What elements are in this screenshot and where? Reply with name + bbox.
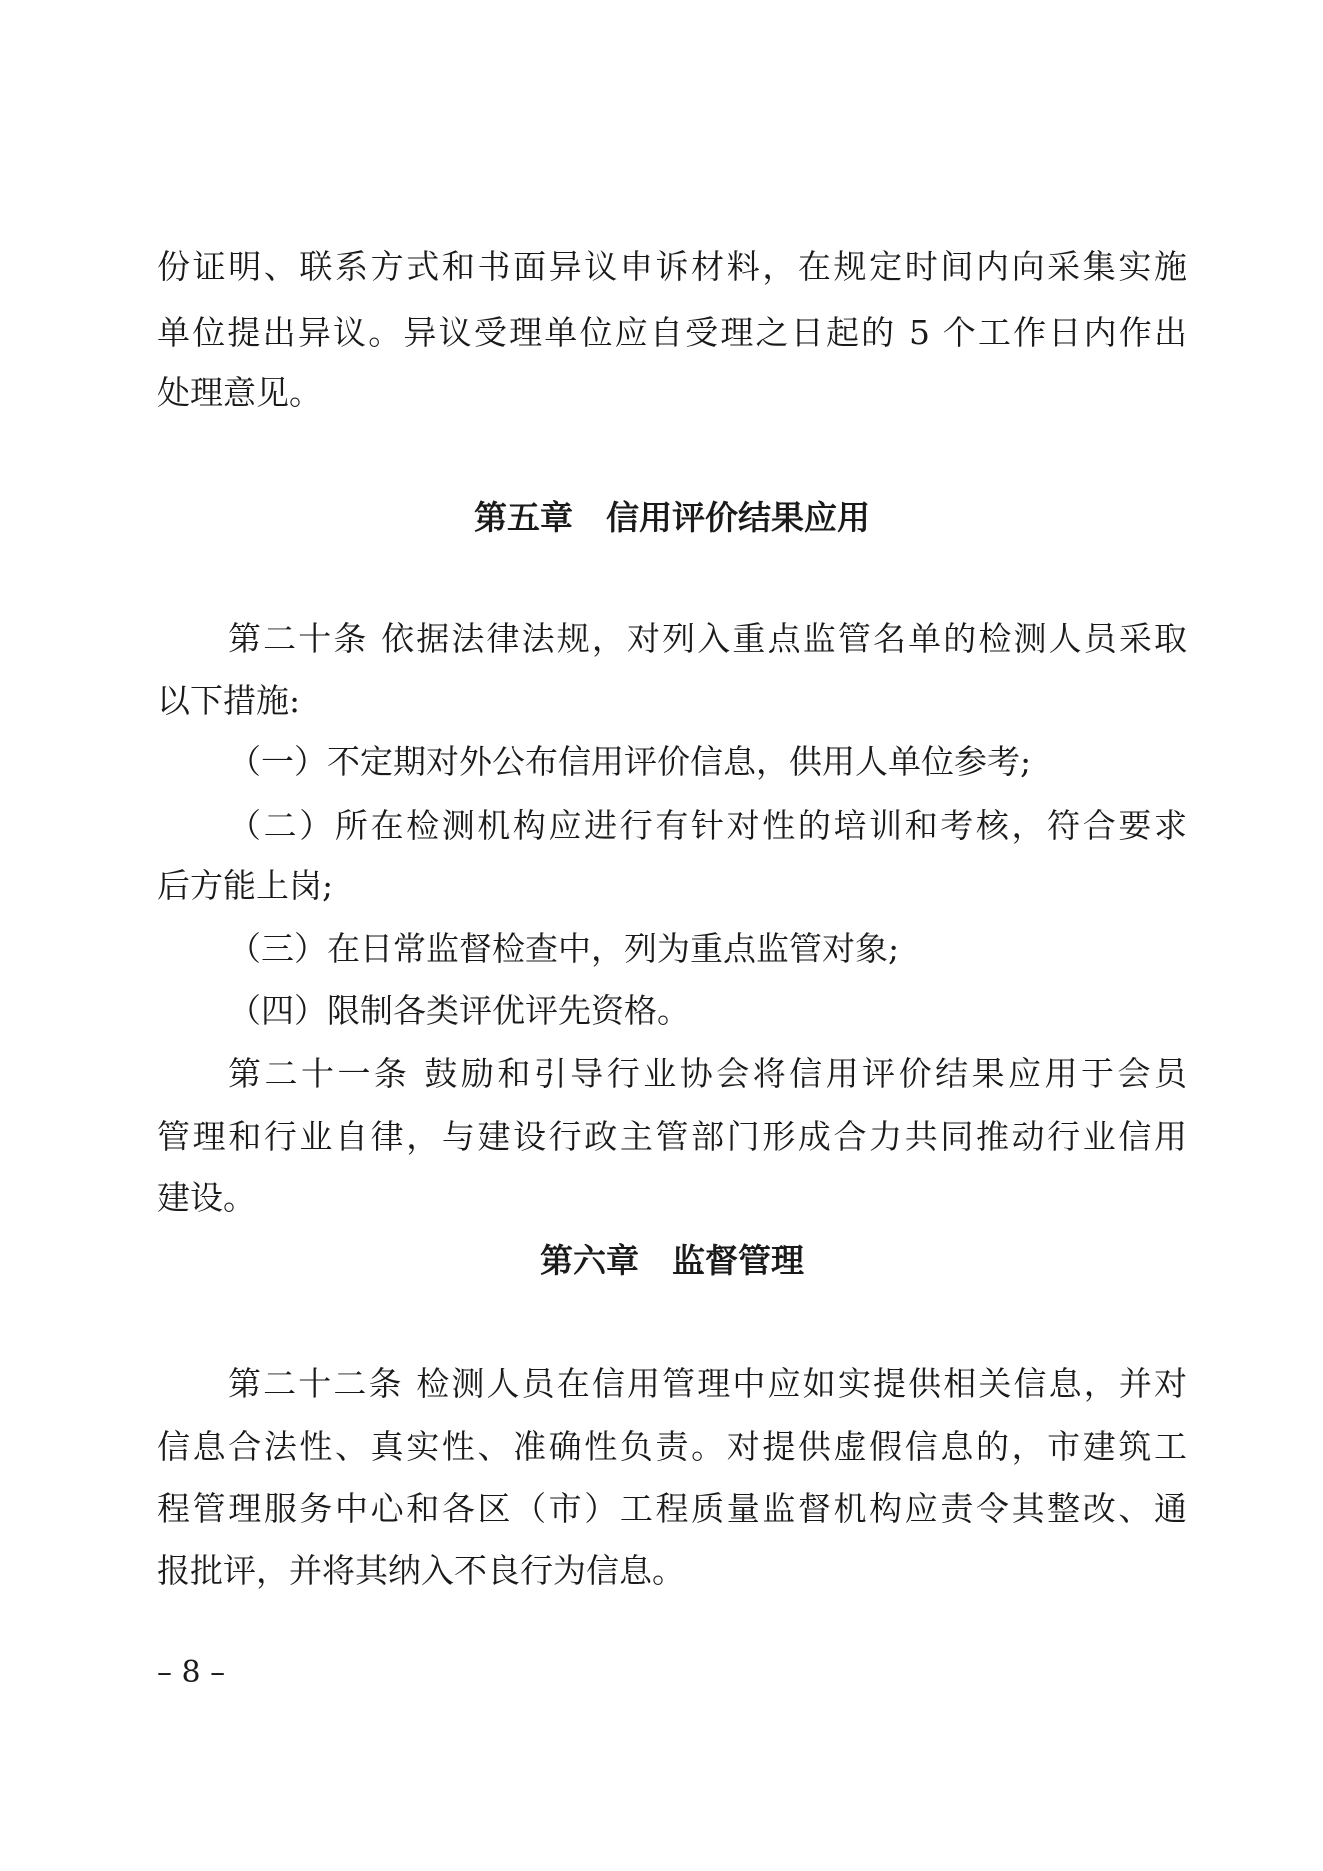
article-line: 建设。 xyxy=(157,1178,256,1217)
chapter-heading: 第五章 信用评价结果应用 xyxy=(474,498,870,537)
list-item: （一）不定期对外公布信用评价信息，供用人单位参考; xyxy=(228,742,1032,781)
article-line: 程管理服务中心和各区（市）工程质量监督机构应责令其整改、通 xyxy=(157,1489,1187,1528)
chapter-heading: 第六章 监督管理 xyxy=(540,1241,804,1280)
list-item: （四）限制各类评优评先资格。 xyxy=(228,991,690,1030)
paragraph-line: 份证明、联系方式和书面异议申诉材料，在规定时间内向采集实施 xyxy=(157,247,1187,286)
article-line: 管理和行业自律，与建设行政主管部门形成合力共同推动行业信用 xyxy=(157,1117,1187,1156)
page-number: – 8 – xyxy=(157,1655,226,1690)
article-line: 以下措施: xyxy=(157,681,301,720)
article-line: 第二十一条 鼓励和引导行业协会将信用评价结果应用于会员 xyxy=(228,1054,1187,1093)
article-line: 第二十二条 检测人员在信用管理中应如实提供相关信息，并对 xyxy=(228,1364,1187,1403)
list-item: （三）在日常监督检查中，列为重点监管对象; xyxy=(228,929,900,968)
article-line: 信息合法性、真实性、准确性负责。对提供虚假信息的，市建筑工 xyxy=(157,1427,1187,1466)
paragraph-line: 处理意见。 xyxy=(157,373,322,412)
paragraph-line: 单位提出异议。异议受理单位应自受理之日起的 5 个工作日内作出 xyxy=(157,313,1187,352)
article-line: 报批评，并将其纳入不良行为信息。 xyxy=(157,1551,685,1590)
list-item: 后方能上岗; xyxy=(157,866,334,905)
list-item: （二）所在检测机构应进行有针对性的培训和考核，符合要求 xyxy=(228,806,1187,845)
article-line: 第二十条 依据法律法规，对列入重点监管名单的检测人员采取 xyxy=(228,619,1187,658)
